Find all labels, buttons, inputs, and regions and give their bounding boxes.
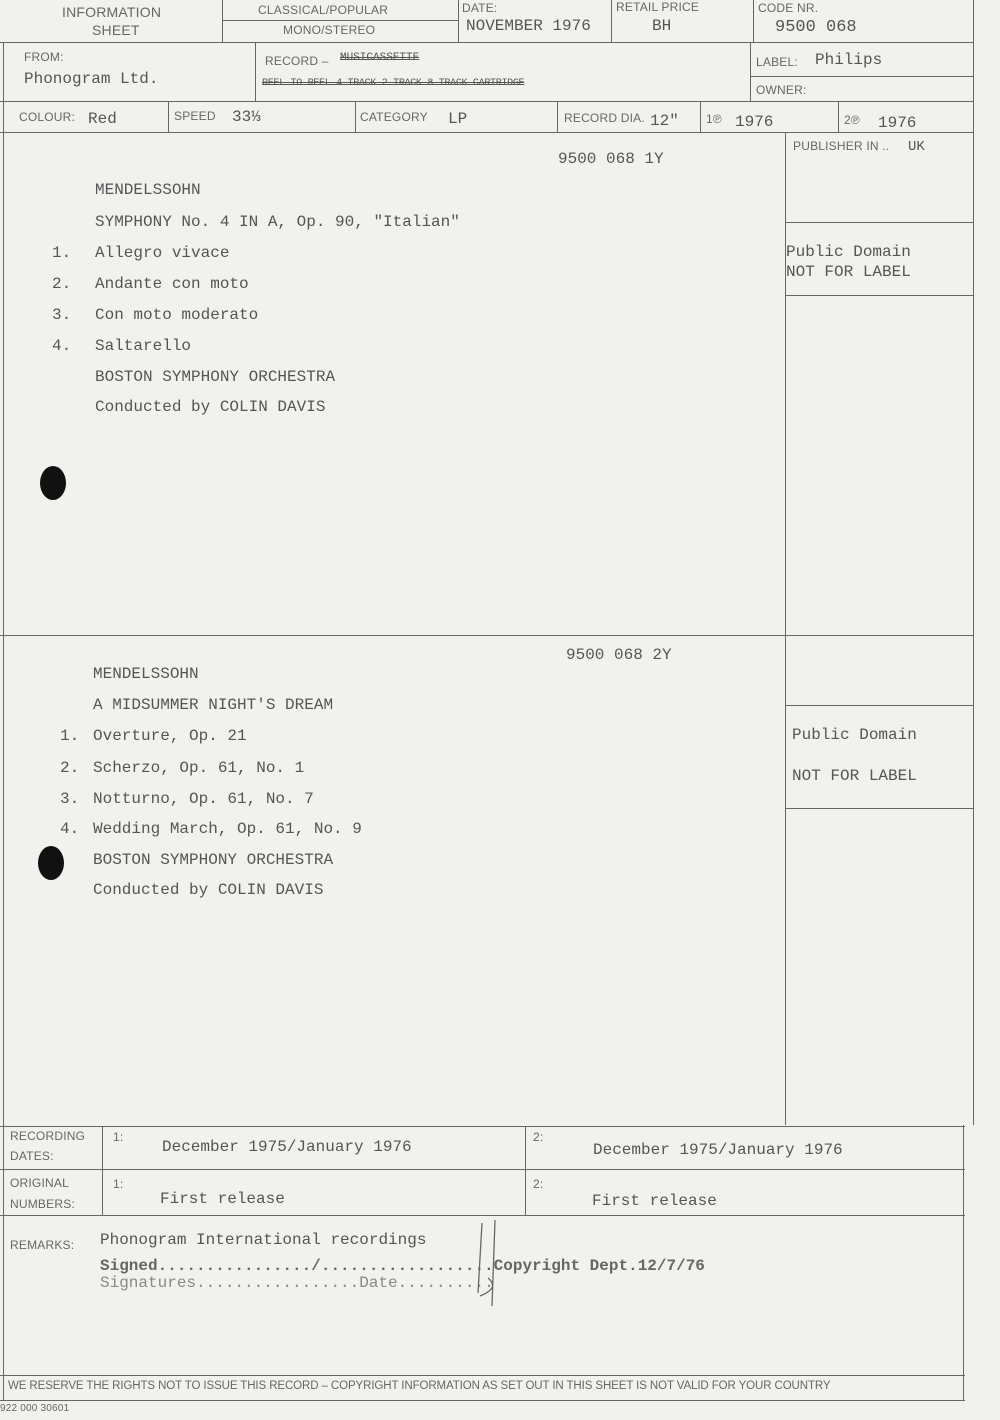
colour-value: Red — [88, 110, 117, 128]
recording-dates-label: RECORDING — [10, 1129, 86, 1143]
cell-divider — [838, 101, 839, 132]
original-numbers-label: NUMBERS: — [10, 1197, 75, 1211]
label-value: Philips — [815, 51, 883, 69]
original-number-1: First release — [160, 1190, 285, 1208]
code-label: CODE NR. — [758, 1, 819, 15]
track-title: Scherzo, Op. 61, No. 1 — [93, 759, 305, 777]
track-title: Andante con moto — [95, 275, 249, 293]
track-number: 4. — [52, 337, 72, 355]
signatures-line: Signatures.................Date.......... — [100, 1274, 494, 1292]
recording-dates-label: DATES: — [10, 1149, 54, 1163]
p1-value: 1976 — [735, 113, 774, 131]
cell-divider — [611, 0, 612, 42]
side1-composer: MENDELSSOHN — [95, 181, 201, 199]
track-number: 3. — [60, 790, 80, 808]
mono-stereo-label: MONO/STEREO — [283, 23, 376, 37]
row-divider — [0, 1126, 965, 1127]
record-type-struck: MUSICASSETTE — [340, 52, 420, 64]
track-title: Notturno, Op. 61, No. 7 — [93, 790, 314, 808]
cell-divider — [222, 20, 458, 21]
colour-label: COLOUR: — [19, 110, 76, 124]
cell-divider — [557, 101, 558, 132]
slot-2-label: 2: — [533, 1177, 544, 1191]
side2-composer: MENDELSSOHN — [93, 665, 199, 683]
formats-struck: REEL TO REEL 4 TRACK 2 TRACK 8 TRACK CARTRIDGE — [262, 78, 525, 89]
side1-orchestra: BOSTON SYMPHONY ORCHESTRA — [95, 368, 336, 386]
cell-divider — [525, 1126, 526, 1216]
side2-number: 9500 068 2Y — [566, 646, 672, 664]
record-label: RECORD – — [265, 54, 329, 68]
from-label: FROM: — [24, 50, 64, 64]
cell-divider — [700, 101, 701, 132]
cell-divider — [355, 101, 356, 132]
signed-line: Signed................/..................Copyright Dept.12/7/76 — [100, 1257, 705, 1275]
cell-divider — [458, 0, 459, 42]
remarks-label: REMARKS: — [10, 1238, 75, 1252]
side2-work: A MIDSUMMER NIGHT'S DREAM — [93, 696, 334, 714]
date-label: DATE: — [462, 1, 498, 15]
remarks-text: Phonogram International recordings — [100, 1231, 427, 1249]
track-title: Allegro vivace — [95, 244, 230, 262]
label-label: LABEL: — [756, 55, 798, 69]
track-title: Wedding March, Op. 61, No. 9 — [93, 820, 362, 838]
cell-divider — [168, 101, 169, 132]
side1-rights: Public Domain — [786, 243, 911, 261]
track-title: Saltarello — [95, 337, 192, 355]
slot-1-label: 1: — [113, 1177, 124, 1191]
cell-divider — [750, 76, 973, 77]
speed-value: 33⅓ — [232, 108, 261, 126]
category-label: CATEGORY — [360, 110, 428, 124]
side1-rights-note: NOT FOR LABEL — [786, 263, 911, 281]
p1-label: 1℗ — [706, 112, 722, 126]
slot-1-label: 1: — [113, 1130, 124, 1144]
sheet-title: SHEET — [92, 22, 140, 38]
rule — [785, 808, 973, 809]
row-divider — [0, 1169, 965, 1170]
classical-popular-label: CLASSICAL/POPULAR — [258, 3, 389, 17]
retail-price-label: RETAIL PRICE — [616, 0, 700, 14]
row-divider — [0, 1215, 965, 1216]
side1-work: SYMPHONY No. 4 IN A, Op. 90, "Italian" — [95, 213, 460, 231]
p2-value: 1976 — [878, 114, 917, 132]
cell-divider — [750, 42, 751, 102]
original-numbers-label: ORIGINAL — [10, 1176, 69, 1190]
recording-date-2: December 1975/January 1976 — [593, 1141, 843, 1159]
track-title: Con moto moderato — [95, 306, 259, 324]
speed-label: SPEED — [174, 109, 216, 123]
original-number-2: First release — [592, 1192, 717, 1210]
cell-divider — [255, 42, 256, 102]
track-number: 1. — [52, 244, 72, 262]
disclaimer-footer: WE RESERVE THE RIGHTS NOT TO ISSUE THIS RECORD – COPYRIGHT INFORMATION AS SET OUT IN THIS SHEET IS NOT VALID FOR YOUR COUNTRY — [8, 1380, 831, 1392]
punch-hole — [40, 466, 66, 500]
owner-label: OWNER: — [756, 83, 807, 97]
frame-line — [3, 42, 4, 1400]
sheet-title: INFORMATION — [62, 4, 162, 20]
cell-divider — [222, 0, 223, 42]
side-divider — [0, 635, 973, 636]
side2-rights: Public Domain — [792, 726, 917, 744]
track-number: 2. — [60, 759, 80, 777]
date-value: NOVEMBER 1976 — [466, 17, 591, 35]
track-title: Overture, Op. 21 — [93, 727, 247, 745]
punch-hole — [38, 846, 64, 880]
track-number: 3. — [52, 306, 72, 324]
from-value: Phonogram Ltd. — [24, 70, 159, 88]
side2-rights-note: NOT FOR LABEL — [792, 767, 917, 785]
record-dia-value: 12" — [650, 112, 679, 130]
row-divider — [0, 132, 973, 133]
rule — [785, 295, 973, 296]
record-dia-label: RECORD DIA. — [564, 111, 645, 125]
rule — [785, 222, 973, 223]
retail-price-value: BH — [652, 17, 672, 35]
publisher-label: PUBLISHER IN .. — [793, 139, 890, 153]
frame-line — [973, 0, 974, 1125]
p2-label: 2℗ — [844, 113, 860, 127]
form-code: 922 000 30601 — [0, 1403, 70, 1414]
row-divider — [0, 1400, 965, 1401]
cell-divider — [753, 0, 754, 42]
row-divider — [0, 1375, 965, 1376]
cell-divider — [102, 1126, 103, 1216]
row-divider — [0, 101, 973, 102]
track-number: 1. — [60, 727, 80, 745]
row-divider — [0, 42, 973, 43]
track-number: 4. — [60, 820, 80, 838]
side2-orchestra: BOSTON SYMPHONY ORCHESTRA — [93, 851, 334, 869]
code-value: 9500 068 — [775, 18, 857, 37]
frame-line — [963, 1125, 964, 1400]
rule — [785, 705, 973, 706]
side1-conductor: Conducted by COLIN DAVIS — [95, 398, 326, 416]
publisher-value: UK — [908, 139, 925, 155]
signature-scribble — [470, 1218, 530, 1313]
category-value: LP — [448, 110, 468, 128]
track-number: 2. — [52, 275, 72, 293]
recording-date-1: December 1975/January 1976 — [162, 1138, 412, 1156]
slot-2-label: 2: — [533, 1130, 544, 1144]
side2-conductor: Conducted by COLIN DAVIS — [93, 881, 324, 899]
side1-number: 9500 068 1Y — [558, 150, 664, 168]
